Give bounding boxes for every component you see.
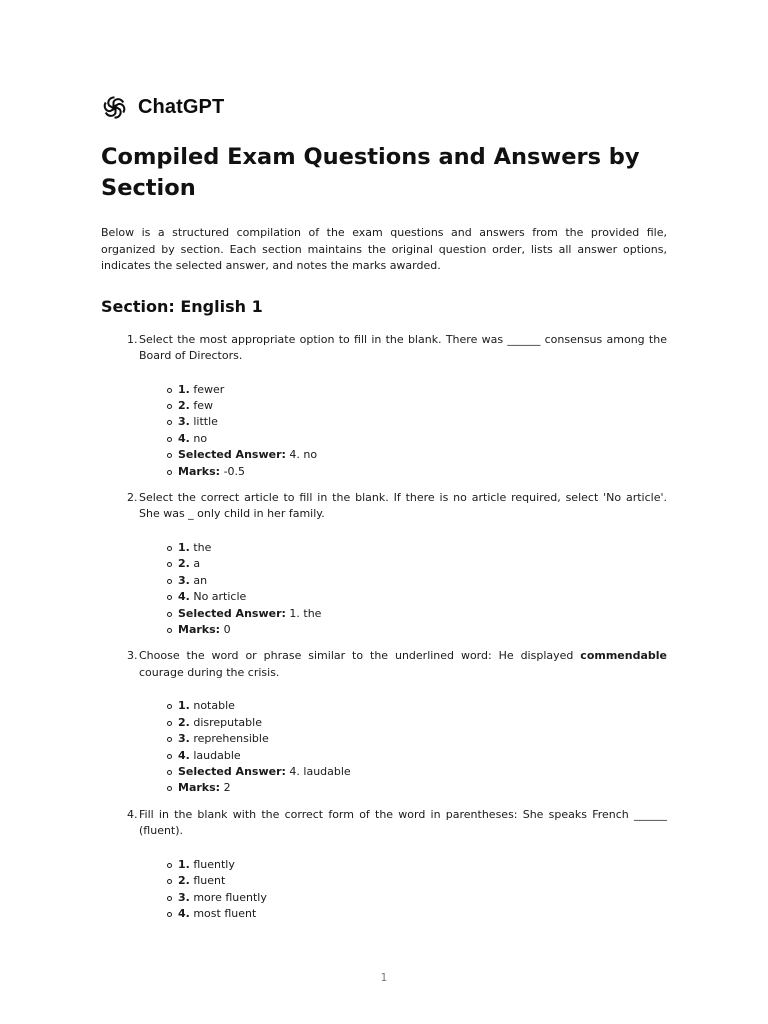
marks-value: 2: [223, 781, 231, 795]
selected-answer-label: Selected Answer:: [178, 448, 286, 462]
answer-option-value: fewer: [193, 382, 225, 396]
question-text: [139, 648, 667, 681]
answer-option: [178, 573, 667, 589]
answer-option: [178, 556, 667, 572]
answer-option-value: fluent: [193, 874, 226, 888]
section-heading: Section: English 1: [101, 296, 263, 316]
answer-option-label: 2.: [178, 874, 190, 888]
answer-option-list: [139, 857, 667, 923]
brand-name: ChatGPT: [138, 95, 225, 118]
answer-option-label: 2.: [178, 715, 190, 729]
marks-label: Marks:: [178, 781, 221, 795]
selected-answer: [178, 606, 667, 622]
question-text-part: Select the correct article to fill in the blank. If there is no article required, select 'No article'. She was _ only child in her family.: [139, 490, 667, 521]
answer-option-label: 3.: [178, 890, 190, 904]
answer-option-label: 1.: [178, 699, 190, 713]
marks-label: Marks:: [178, 622, 221, 636]
answer-option-label: 4.: [178, 590, 190, 604]
answer-option-list: [139, 698, 667, 796]
answer-option-value: fluently: [193, 857, 235, 871]
marks: [178, 622, 667, 638]
selected-answer: [178, 447, 667, 463]
selected-answer-value: 4. laudable: [289, 765, 351, 778]
answer-option-value: an: [193, 573, 208, 587]
answer-option-label: 2.: [178, 398, 190, 412]
answer-option-value: little: [193, 415, 218, 429]
answer-option-value: most fluent: [193, 907, 257, 921]
answer-option: [178, 748, 667, 764]
answer-option-value: notable: [193, 699, 235, 713]
question-number: 1.: [127, 332, 138, 346]
answer-option-label: 3.: [178, 573, 190, 587]
answer-option: [178, 873, 667, 889]
marks: [178, 780, 667, 796]
answer-option: [178, 731, 667, 747]
question-number: 2.: [127, 490, 138, 504]
openai-logo-icon: [101, 94, 128, 121]
answer-option-label: 2.: [178, 557, 190, 571]
answer-option: [178, 398, 667, 414]
question-list: [101, 332, 667, 923]
answer-option-list: [139, 540, 667, 638]
answer-option-value: reprehensible: [193, 732, 269, 746]
answer-option: [178, 857, 667, 873]
answer-option: [178, 589, 667, 605]
answer-option-label: 3.: [178, 732, 190, 746]
document-title: Compiled Exam Questions and Answers by Section: [101, 144, 640, 201]
selected-answer-value: 1. the: [289, 606, 322, 620]
selected-answer: [178, 764, 667, 780]
question-text: [139, 807, 667, 840]
answer-option: [178, 414, 667, 430]
intro-paragraph: Below is a structured compilation of the exam questions and answers from the provided file, organized by section. Each section maintains the original question order, lists all answer options, indicates the selected answer, and notes the marks awarded.: [101, 226, 667, 272]
question-item: [101, 807, 667, 923]
answer-option-value: No article: [193, 590, 247, 604]
marks: [178, 464, 667, 480]
answer-option-label: 1.: [178, 857, 190, 871]
selected-answer-label: Selected Answer:: [178, 765, 286, 778]
answer-option: [178, 906, 667, 922]
question-item: [101, 490, 667, 638]
selected-answer-value: 4. no: [289, 448, 318, 462]
answer-option: [178, 431, 667, 447]
question-item: [101, 648, 667, 796]
answer-option-value: no: [193, 431, 208, 445]
page-number: 1: [380, 972, 388, 984]
answer-option-value: disreputable: [193, 715, 262, 729]
question-number: 4.: [127, 807, 138, 821]
answer-option-value: few: [193, 398, 213, 412]
answer-option: [178, 698, 667, 714]
marks-value: -0.5: [223, 464, 246, 478]
document-page: [101, 93, 667, 932]
question-text: [139, 490, 667, 523]
answer-option-label: 4.: [178, 748, 190, 762]
answer-option-list: [139, 382, 667, 480]
answer-option-label: 1.: [178, 540, 190, 554]
answer-option-value: more fluently: [193, 890, 267, 904]
question-emphasized-word: commendable: [580, 649, 667, 663]
question-text-part: Select the most appropriate option to fill in the blank. There was ______ consensus among the Board of Directors.: [139, 332, 667, 362]
answer-option-label: 3.: [178, 415, 190, 429]
answer-option-value: a: [193, 557, 201, 571]
question-text-part: Fill in the blank with the correct form of the word in parentheses: She speaks French ______ (fluent).: [139, 807, 667, 838]
answer-option: [178, 890, 667, 906]
answer-option-value: the: [193, 540, 212, 554]
selected-answer-label: Selected Answer:: [178, 606, 286, 620]
answer-option-label: 1.: [178, 382, 190, 396]
question-text-part: courage during the crisis.: [139, 665, 280, 679]
marks-label: Marks:: [178, 464, 221, 478]
answer-option-value: laudable: [193, 748, 241, 762]
question-text: [139, 332, 667, 365]
answer-option: [178, 382, 667, 398]
answer-option: [178, 540, 667, 556]
marks-value: 0: [223, 622, 231, 636]
answer-option: [178, 715, 667, 731]
question-number: 3.: [127, 649, 138, 663]
brand-header: [101, 93, 667, 121]
question-item: [101, 332, 667, 480]
answer-option-label: 4.: [178, 431, 190, 445]
question-text-part: Choose the word or phrase similar to the underlined word: He displayed: [139, 649, 581, 663]
answer-option-label: 4.: [178, 907, 190, 921]
